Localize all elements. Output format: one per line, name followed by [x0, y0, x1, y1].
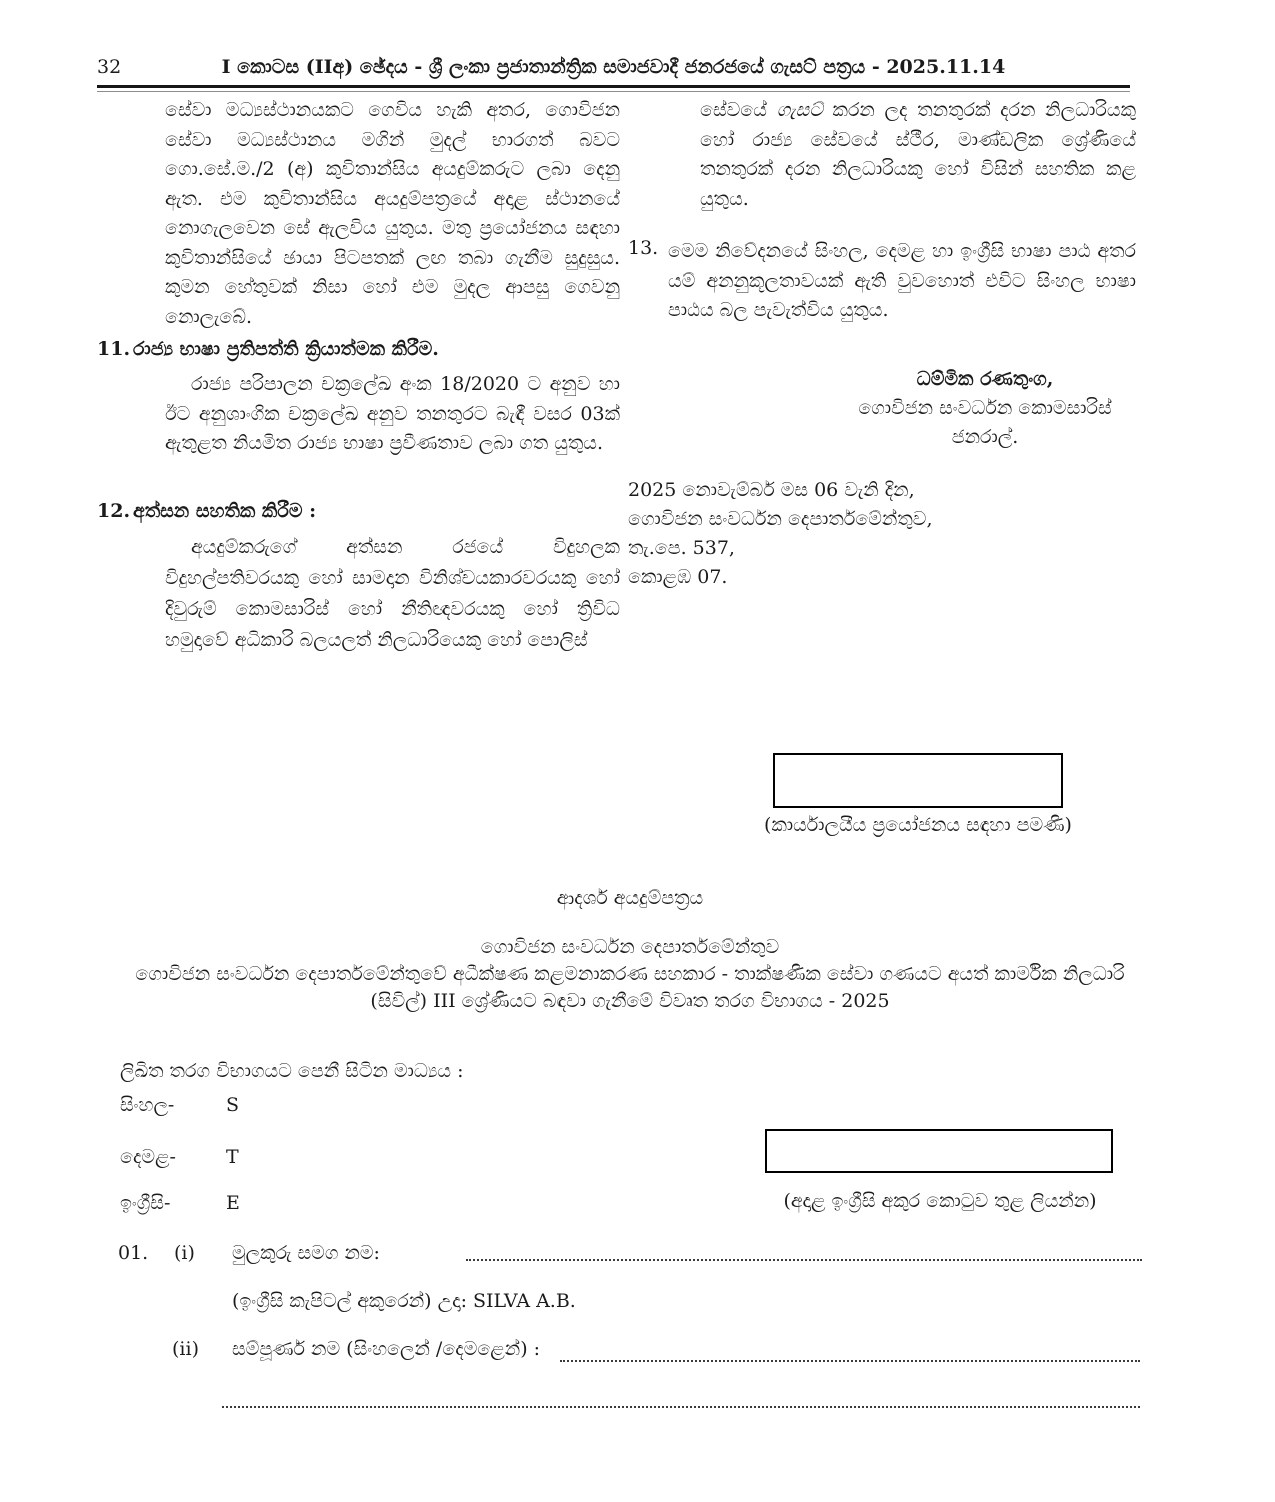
form-exam-line2: (සිවිල්) III ශ්‍රේණියට බඳවා ගැනීමේ විවෘත තරග විභාගය - 2025 [370, 990, 890, 1012]
item-13-number: 13. [628, 237, 659, 259]
item-12-number: 12. [97, 500, 131, 522]
right-paragraph-pre: සේවයේ [700, 99, 777, 121]
q01-ii-label: (ii) [172, 1338, 199, 1360]
q01-ii-text: සම්පූර්ණ නම (සිංහලෙන් /දෙමළෙන්) : [232, 1338, 541, 1360]
page-number: 32 [97, 56, 122, 78]
item-11-number: 11. [97, 338, 131, 360]
q01-i-hint: (ඉංග්‍රීසි කැපිටල් අකුරෙන්) උදා: SILVA A.B. [232, 1290, 576, 1312]
right-paragraph-continuation [700, 96, 1136, 214]
item-13-body: මෙම නිවේදනයේ සිංහල, දෙමළ හා ඉංග්‍රීසි භාෂා පාඨ අතර යම් අනනුකූලතාවයක් ඇති වුවහොත් එවිට සිංහල භාෂා පාඨය බල පැවැත්විය යුතුය. [668, 240, 1136, 321]
signatory-title-line2: ජනරාල්. [951, 426, 1019, 448]
medium-letter-caption: (අදාළ ඉංග්‍රීසි අකුර කොටුව තුළ ලියන්න) [783, 1190, 1097, 1212]
right-paragraph-italic-word: ගැසට් [776, 99, 823, 121]
q01-i-text: මුලකුරු සමග නම: [232, 1242, 380, 1264]
item-11-body: රාජ්‍ය පරිපාලන චක්‍රලේඛ අංක 18/2020 ට අනුව හා ඊට අනුශාංගික චක්‍රලේඛ අනුව තනතුරට බැඳී වසර 03ක් ඇතුළත නියමිත රාජ්‍ය භාෂා ප්‍රවීණතාව ලබා ගත යුතුය. [165, 373, 620, 454]
department-line: ගොවිජන සංවර්ධන දෙපාර්තමේන්තුව, [628, 508, 933, 530]
medium-english-label: ඉංග්‍රීසි- [120, 1192, 171, 1214]
form-department: ගොවිජන සංවර්ධන දෙපාර්තමේන්තුව [480, 936, 780, 958]
q01-i-answer-line [466, 1240, 1142, 1261]
q01-ii-answer-line-continued [222, 1388, 1140, 1408]
medium-tamil-code: T [226, 1146, 239, 1168]
item-12-body: අයදුම්කරුගේ අත්සන රජයේ විදුහලක විදුහල්පතිවරයකු හෝ සාමදාන විනිශ්චයකාරවරයකු හෝ දිවුරුම් කොමසාරිස් හෝ නීතිඥවරයකු හෝ ත්‍රිවිධ හමුදාවේ අධිකාරි බලයලත් නිලධාරියෙකු හෝ පොලිස් [165, 536, 620, 651]
medium-sinhala-label: සිංහල- [120, 1094, 175, 1116]
signatory-title-line1: ගොවිජන සංවර්ධන කොමසාරිස් [858, 397, 1112, 419]
date-address-block [628, 476, 933, 592]
office-use-caption: (කාර්යාලයීය ප්‍රයෝජනය සඳහා පමණි) [764, 814, 1072, 836]
q01-i-label: (i) [174, 1242, 195, 1264]
medium-english-code: E [226, 1192, 240, 1214]
form-title: ආදර්ශ අයදුම්පත්‍රය [556, 887, 704, 909]
notice-date-line: 2025 නොවැම්බර් මස 06 වැනි දින, [628, 479, 915, 501]
q01-number: 01. [118, 1242, 149, 1264]
q01-ii-answer-line [560, 1342, 1140, 1362]
signature-block [800, 365, 1170, 452]
medium-label: ලිඛිත තරග විභාගයට පෙනී සිටින මාධ්‍යය : [120, 1060, 464, 1082]
medium-sinhala-code: S [226, 1094, 240, 1116]
right-paragraph-post: කරන ලද තනතුරක් දරන නිලධාරියකු හෝ රාජ්‍ය සේවයේ ස්ථීර, මාණ්ඩලික ශ්‍රේණියේ තනතුරක් දරන නිලධාරියකු හෝ විසින් සහතික කළ යුතුය. [700, 99, 1136, 210]
page-title: I කොටස (IIඅ) ඡේදය - ශ්‍රී ලංකා ප්‍රජාතාන්ත්‍රික සමාජවාදී ජනරජයේ ගැසට් පත්‍රය - 2025.11.14 [221, 56, 1006, 78]
po-box-line: තැ.පෙ. 537, [628, 537, 735, 559]
form-exam-line1: ගොවිජන සංවර්ධන දෙපාර්තමේන්තුවේ අධීක්ෂණ කළමනාකරණ සහකාර - තාක්ෂණික සේවා ගණයට අයත් කාර්මික නිලධාරි [135, 963, 1125, 985]
left-paragraph-continuation: සේවා මධ්‍යස්ථානයකට ගෙවිය හැකි අතර, ගොවිජන සේවා මධ්‍යස්ථානය මගින් මුදල් භාරගත් බවට ගො.සේ.ම./2 (අ) කුවිතාන්සිය අයදුම්කරුට ලබා දෙනු ඇත. එම කුවිතාන්සිය අයදුම්පත්‍රයේ අදාළ ස්ථානයේ නොගැලවෙන සේ ඇලවිය යුතුය. මතු ප්‍රයෝජනය සඳහා කුවිතාන්සියේ ඡායා පිටපතක් ලඟ තබා ගැනීම සුදුසුය. කුමන හේතුවක් නිසා හෝ එම මුදල ආපසු ගෙවනු නොලැබේ. [165, 99, 620, 328]
city-line: කොළඹ 07. [628, 566, 728, 588]
item-11-title: රාජ්‍ය භාෂා ප්‍රතිපත්ති ක්‍රියාත්මක කිරීම. [133, 338, 439, 360]
medium-tamil-label: දෙමළ- [120, 1146, 176, 1168]
office-use-box [773, 753, 1063, 808]
medium-letter-box [765, 1129, 1113, 1173]
signatory-name: ධම්මික රණතුංග, [916, 368, 1054, 390]
item-12-title: අත්සන සහතික කිරීම : [133, 500, 317, 522]
header-rule-thick [97, 85, 1130, 88]
header-rule-thin [97, 91, 1130, 92]
